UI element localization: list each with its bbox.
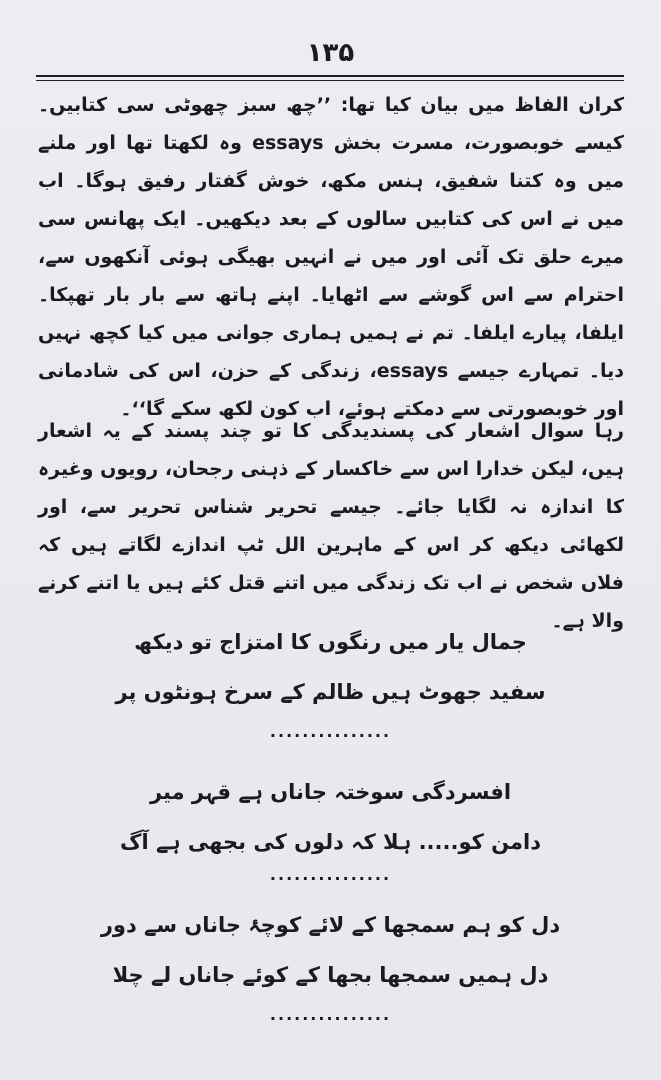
page-number: ۱۳۵: [306, 38, 355, 68]
couplet-line: سفید جھوٹ ہیں ظالم کے سرخ ہونٹوں پر: [115, 680, 546, 704]
verse-separator: ...............: [269, 722, 392, 741]
verse-separator: ...............: [269, 1005, 392, 1024]
couplet-line: دل کو ہم سمجھا کے لائے کوچۂ جاناں سے دور: [100, 913, 561, 937]
couplet-line: دل ہمیں سمجھا بجھا کے کوئے جاناں لے چلا: [112, 963, 549, 987]
paragraph-quote: [38, 86, 624, 428]
couplet-line: دامن کو..... ہلا کہ دلوں کی بجھی ہے آگ: [119, 830, 542, 854]
couplet-line: جمال یار میں رنگوں کا امتزاج تو دیکھ: [134, 630, 527, 654]
header-rule: [36, 75, 624, 77]
paragraph-text: کران الفاظ میں بیان کیا تھا: ’’چھ سبز چھوٹی سی کتابیں۔ کیسے خوبصورت، مسرت بخش essays وہ لکھتا تھا اور ملنے میں وہ کتنا شفیق، ہنس مکھ، خوش گفتار رفیق ہوگا۔ اب میں نے اس کی کتابیں سالوں کے بعد دیکھیں۔ ایک پھانس سی میرے حلق تک آئی اور میں نے انہیں بھیگی ہوئی آنکھوں سے، احترام سے اس گوشے سے اٹھایا۔ اپنے ہاتھ سے بار بار تھپکا۔ ایلفا، پیارے ایلفا۔ تم نے ہمیں ہماری جوانی میں کیا کچھ نہیں دیا۔ تمہارے جیسے essays، زندگی کے حزن، اس کی شادمانی اور خوبصورتی سے دمکتے ہوئے، اب کون لکھ سکے گا‘‘۔: [38, 94, 624, 420]
couplet-line: افسردگی سوختہ جاناں ہے قہر میر: [149, 780, 512, 804]
paragraph-verses-intro: [38, 412, 624, 640]
verse-separator: ...............: [269, 865, 392, 884]
paragraph-text: رہا سوال اشعار کی پسندیدگی کا تو چند پسند کے یہ اشعار ہیں، لیکن خدارا اس سے خاکسار کے ذہنی رجحان، رویوں وغیرہ کا اندازہ نہ لگایا جائے۔ جیسے تحریر شناس تحریر سے، اور لکھائی دیکھ کر اس کے ماہرین الل ٹپ اندازے لگاتے ہیں کہ فلاں شخص نے اب تک زندگی میں اتنے قتل کئے ہیں یا اتنے کرنے والا ہے۔: [38, 420, 624, 632]
couplet-3: [0, 900, 661, 1000]
header-rule-thin: [36, 80, 624, 81]
couplet-1: [0, 617, 661, 717]
couplet-2: [0, 767, 661, 867]
